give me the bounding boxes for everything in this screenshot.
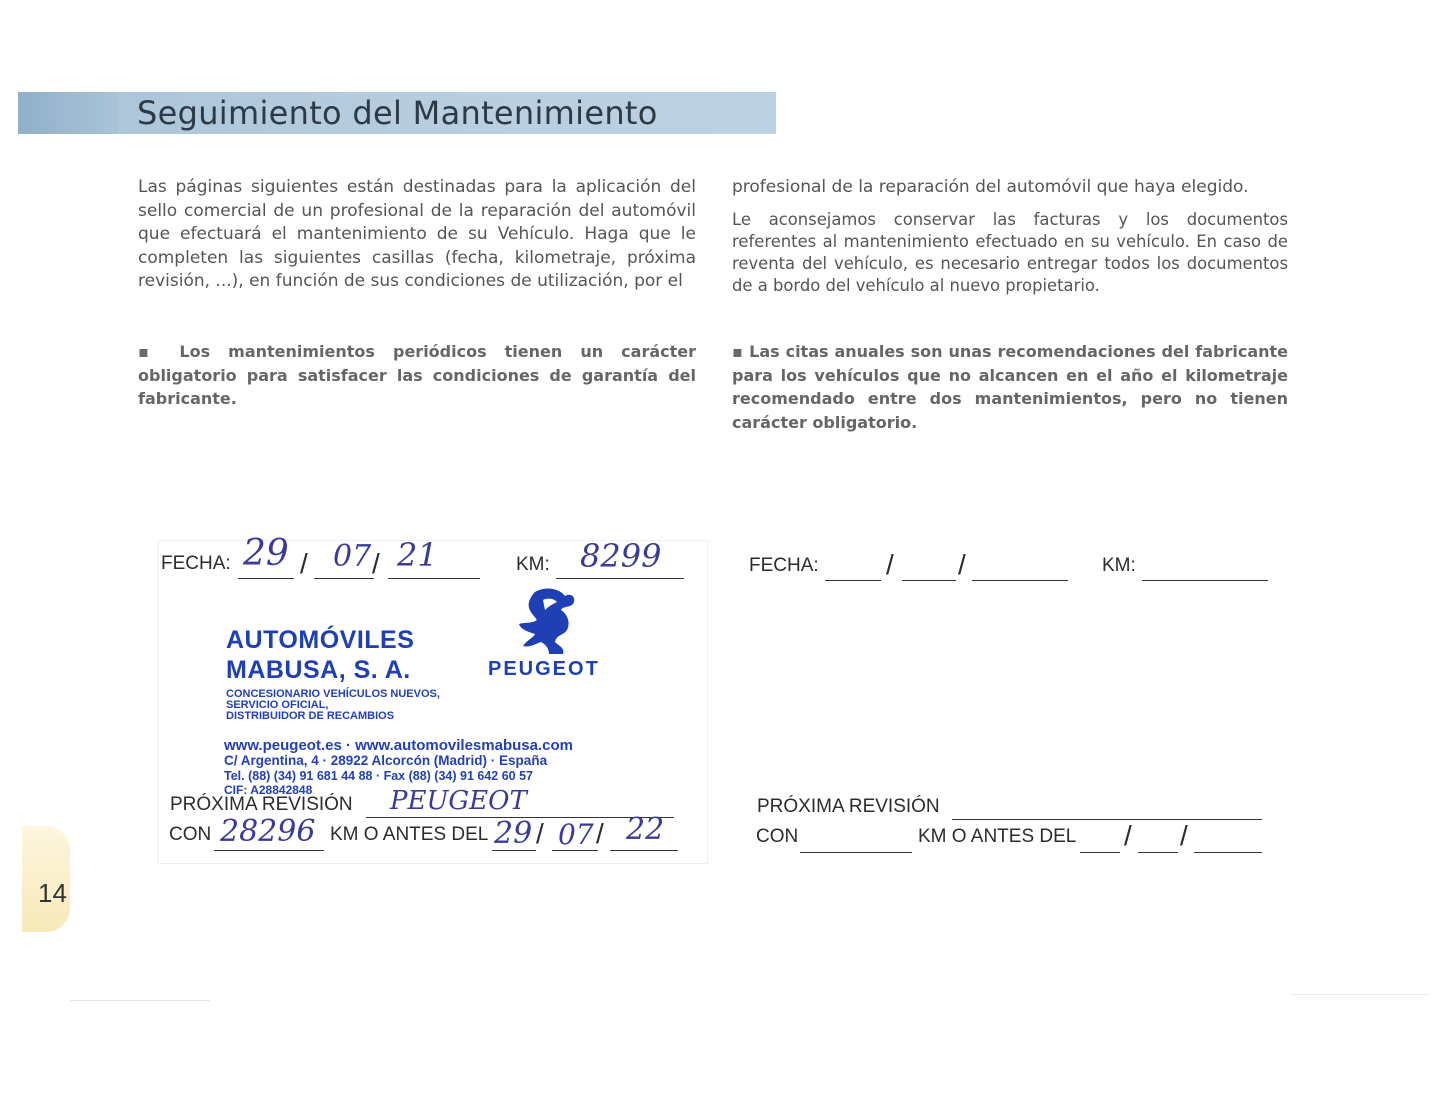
scan-edge-line [70,1000,210,1001]
stamp-phone: Tel. (88) (34) 91 681 44 88 · Fax (88) (34) 91 642 60 57 [224,769,533,783]
con-label-right: CON [756,826,799,847]
stamp-company-line2: MABUSA, S. A. [226,656,411,684]
con-line-right[interactable] [800,852,912,853]
stamp-desc2: SERVICIO OFICIAL, [226,699,329,711]
left-note [138,340,696,411]
left-paragraph: Las páginas siguientes están destinadas para la aplicación del sello comercial de un profesional de la reparación del automóvil que efectuará el mantenimiento de su Vehículo. Haga que le completen las siguientes casillas (fecha, kilometraje, próxima revisión, ...), en función de sus condiciones de utilización, por el [138,177,696,292]
page-number: 14 [38,878,67,908]
fecha-sep: / [372,548,380,579]
fecha-year-value: 21 [397,536,438,574]
right-paragraph-1: profesional de la reparación del automóvil que haya elegido. [732,177,1249,197]
fecha-year-line-right[interactable] [972,580,1068,581]
proxima-revision-value: PEUGEOT [390,786,527,816]
fecha-sep-right: / [886,549,894,580]
page-title: Seguimiento del Mantenimiento [137,94,658,132]
stamp-cif: CIF: A28842848 [224,783,313,797]
scan-edge-line [1290,994,1430,995]
stamp-desc3: DISTRIBUIDOR DE RECAMBIOS [226,710,395,722]
stamp-web: www.peugeot.es · www.automovilesmabusa.com [224,737,573,754]
stamp-brand: PEUGEOT [488,658,600,680]
proxima-revision-line-right[interactable] [952,819,1262,820]
antes-year-line-right[interactable] [1194,852,1262,853]
km-label: KM: [516,554,550,575]
fecha-label-right: FECHA: [749,555,819,576]
fecha-month-line [314,578,374,579]
km-label-right: KM: [1102,555,1136,576]
fecha-label: FECHA: [161,553,231,574]
km-antes-label-right: KM O ANTES DEL [918,826,1077,847]
stamp-company-line1: AUTOMÓVILES [226,626,415,654]
fecha-year-line [388,578,480,579]
con-line [214,850,324,851]
antes-day-line-right[interactable] [1080,852,1120,853]
proxima-revision-label: PRÓXIMA REVISIÓN [170,794,353,815]
bullet-icon: ▪ [138,342,162,361]
fecha-sep-right: / [958,549,966,580]
antes-sep-right: / [1180,820,1188,851]
con-label: CON [169,824,212,845]
right-note [732,340,1288,434]
fecha-sep: / [300,548,308,579]
fecha-day-line-right[interactable] [825,580,881,581]
antes-year-line [610,850,678,851]
antes-month-value: 07 [558,818,594,851]
right-note-text: Las citas anuales son unas recomendaciones del fabricante para los vehículos que no alcancen en el año el kilometraje recomendado entre dos mantenimientos, pero no tienen carácter obligatorio. [732,342,1288,432]
antes-sep: / [596,818,604,849]
antes-day-value: 29 [494,816,533,851]
km-line-right[interactable] [1142,580,1268,581]
bullet-icon: ▪ [732,342,744,361]
km-line [556,578,684,579]
antes-year-value: 22 [626,812,665,847]
left-note-text: Los mantenimientos periódicos tienen un carácter obligatorio para satisfacer las condiciones de garantía del fabricante. [138,342,697,408]
con-value: 28296 [220,814,316,849]
antes-month-line-right[interactable] [1138,852,1178,853]
km-value: 8299 [580,537,662,575]
fecha-day-value: 29 [243,533,289,574]
fecha-month-value: 07 [333,539,372,574]
stamp-desc1: CONCESIONARIO VEHÍCULOS NUEVOS, [226,688,440,700]
antes-sep-right: / [1124,820,1132,851]
right-paragraph-2: Le aconsejamos conservar las facturas y los documentos referentes al mantenimiento efectuado en su vehículo. En caso de reventa del vehículo, es necesario entregar todos los documentos de a bordo del vehículo al nuevo propietario. [732,210,1288,295]
fecha-month-line-right[interactable] [902,580,956,581]
antes-sep: / [536,818,544,849]
proxima-revision-label-right: PRÓXIMA REVISIÓN [757,796,940,817]
peugeot-lion-icon [515,586,579,656]
stamp-address: C/ Argentina, 4 · 28922 Alcorcón (Madrid) · España [224,753,548,768]
fecha-day-line [238,578,294,579]
km-antes-label: KM O ANTES DEL [330,824,489,845]
